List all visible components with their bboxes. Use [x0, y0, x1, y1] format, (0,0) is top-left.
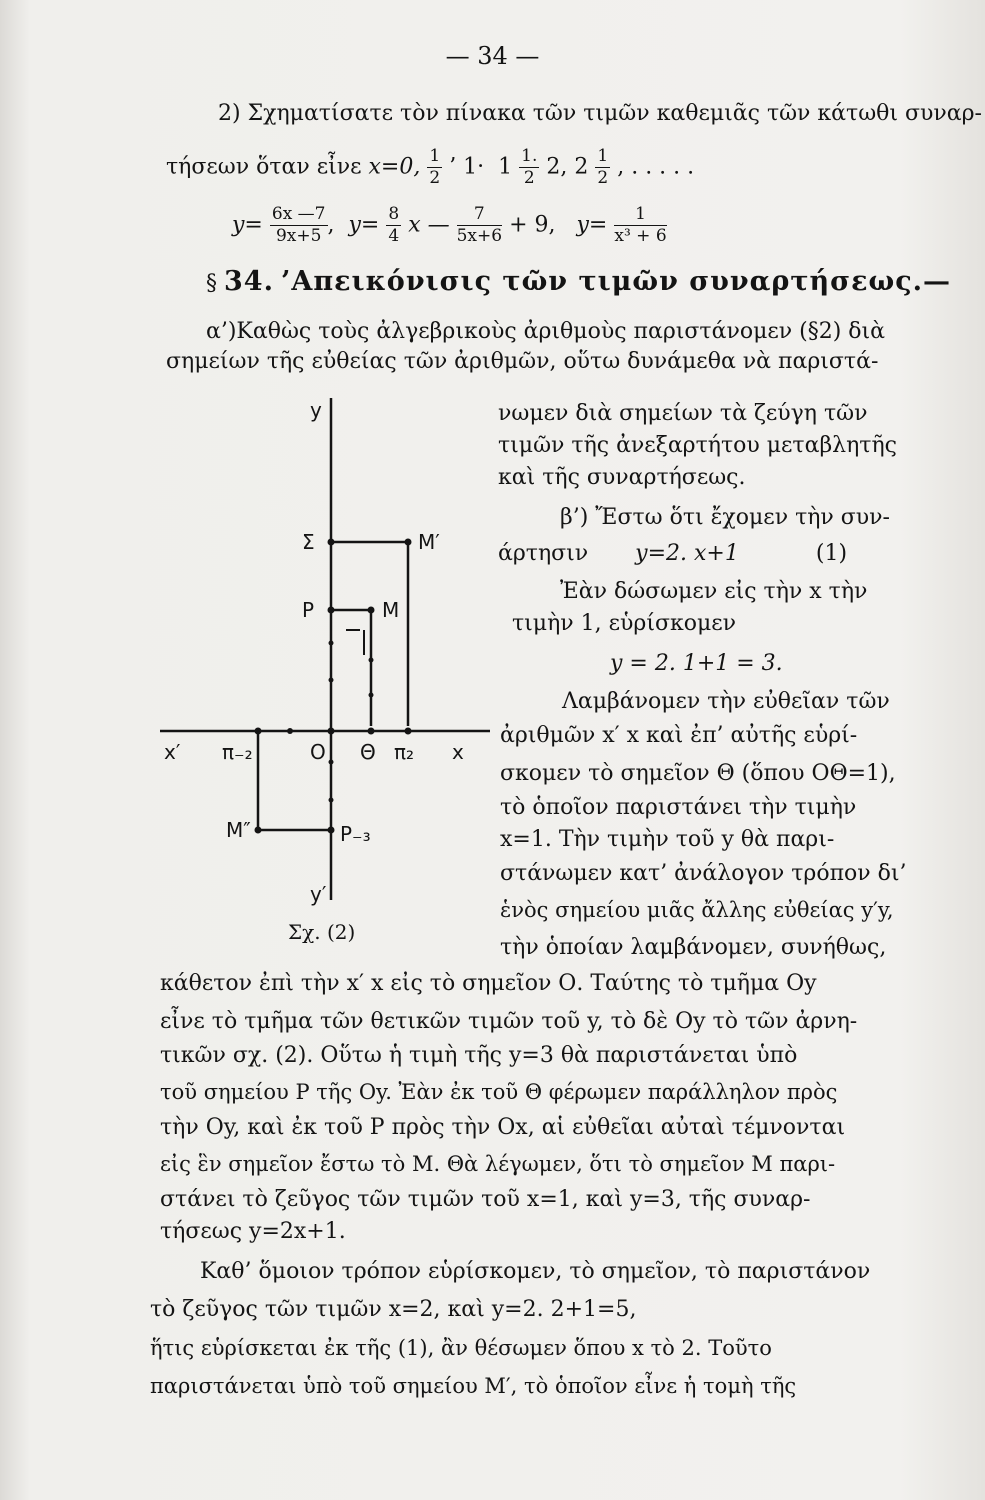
text-line-25: στάνει τὸ ζεῦγος τῶν τιμῶν τοῦ x=1, καὶ y=3, τῆς συναρ- — [160, 1187, 811, 1212]
section-title: ’Απεικόνισις τῶν τιμῶν συναρτήσεως.— — [280, 266, 952, 297]
label-m: M — [382, 598, 400, 622]
text-line-10: y = 2. 1+1 = 3. — [610, 651, 783, 676]
text-line-27: Καθ’ ὅμοιον τρόπον εὑρίσκομεν, τὸ σημεῖον, τὸ παριστάνον — [200, 1259, 871, 1284]
section-number: 34. — [224, 266, 274, 297]
text-line-21: τικῶν σχ. (2). Οὕτω ἡ τιμὴ τῆς y=3 θὰ παριστάνεται ὑπὸ — [160, 1043, 798, 1068]
tick-neg1 — [329, 760, 334, 765]
f3-y: y= — [576, 212, 608, 238]
text-line-12: ἀριθμῶν x′ x καὶ ἐπ’ αὐτῆς εὑρί- — [500, 723, 858, 748]
point-p-neg3 — [328, 827, 335, 834]
f3-fraction: $\frac{1}{\text{x³ + 6}}$ — [614, 204, 667, 246]
point-neg1 — [287, 728, 293, 734]
f2-fraction: $\frac{8}{4}$ — [388, 204, 400, 246]
text-line-30: παριστάνεται ὑπὸ τοῦ σημείου Μ′, τὸ ὁποῖον εἶνε ἡ τομὴ τῆς — [150, 1374, 797, 1398]
equation-1-number: (1) — [815, 541, 848, 566]
f2-mid: x — — [408, 212, 450, 238]
figure-2 — [150, 390, 495, 965]
f1-fraction: $\frac{6x —7}{9x+5}$ — [271, 204, 326, 246]
equation-1: y=2. x+1 — [635, 541, 739, 566]
path-m — [331, 610, 371, 726]
label-x: x — [452, 740, 464, 764]
text-line-13: σκομεν τὸ σημεῖον Θ (ὅπου ΟΘ=1), — [500, 761, 896, 786]
label-m-prime: M′ — [418, 530, 440, 554]
point-m — [368, 607, 375, 614]
text-line-7 — [498, 540, 847, 568]
section-heading — [206, 268, 951, 298]
fraction-half-3: $\frac{1}{2}$ — [597, 146, 609, 188]
text-line-7a: άρτησιν — [498, 541, 589, 566]
label-p: P — [302, 598, 315, 622]
text-line-3: νωμεν διὰ σημείων τὰ ζεύγη τῶν — [498, 401, 868, 426]
fraction-half: $\frac{1}{2}$ — [429, 146, 441, 188]
text-line-29: ἥτις εὑρίσκεται ἐκ τῆς (1), ἂν θέσωμεν ὅπου x τὸ 2. Τοῦτο — [150, 1336, 772, 1360]
tick-m-1 — [369, 658, 374, 663]
fraction-half-2: $\frac{1.}{2}$ — [521, 146, 538, 188]
point-theta — [368, 728, 375, 735]
f2-fraction-2: $\frac{7}{5x+6}$ — [456, 204, 503, 246]
point-m-prime — [405, 539, 412, 546]
text-line-26: τήσεως y=2x+1. — [160, 1219, 346, 1244]
coordinate-diagram — [150, 390, 495, 965]
text-line-9: τιμὴν 1, εὑρίσκομεν — [512, 611, 737, 636]
label-pi2: π₂ — [394, 740, 415, 764]
text-line-1: α’)Καθὼς τοὺς ἀλγεβρικοὺς ἀριθμοὺς παριστάνομεν (§2) διὰ — [206, 319, 886, 344]
text-line-15: x=1. Τὴν τιμὴν τοῦ y θὰ παρι- — [500, 827, 835, 852]
label-sigma: Σ — [302, 530, 315, 554]
exercise-line-2 — [166, 148, 694, 187]
tick-m-2 — [369, 693, 374, 698]
f1-y: y= — [232, 212, 263, 238]
section-mark: § — [206, 271, 217, 296]
label-origin: O — [310, 740, 326, 764]
tick-1 — [329, 678, 334, 683]
f2-y: y= — [348, 212, 380, 238]
text-line-18: τὴν ὁποίαν λαμβάνομεν, συνήθως, — [500, 935, 887, 960]
point-pi-neg2 — [255, 728, 262, 735]
label-pi-neg2: π₋₂ — [222, 740, 253, 764]
exercise-line-2-text: τήσεων ὅταν εἶνε — [166, 154, 362, 180]
x-equals: x=0, — [368, 154, 421, 180]
f2-end: + 9, — [509, 212, 556, 238]
tick-2 — [329, 641, 334, 646]
label-m-double: M″ — [226, 818, 251, 842]
exercise-line-1: 2) Σχηματίσατε τὸν πίνακα τῶν τιμῶν καθεμιᾶς τῶν κάτωθι συναρ- — [218, 101, 982, 126]
text-line-17: ἑνὸς σημείου μιᾶς ἄλλης εὐθείας y′y, — [500, 898, 894, 922]
text-line-11: Λαμβάνομεν τὴν εὐθεῖαν τῶν — [562, 689, 890, 714]
text-line-19: κάθετον ἐπὶ τὴν x′ x εἰς τὸ σημεῖον Ο. Ταύτης τὸ τμῆμα Oy — [160, 971, 817, 996]
f1-sep: , — [327, 212, 335, 238]
figure-caption: Σχ. (2) — [288, 920, 356, 944]
text-line-23: τὴν Oy, καὶ ἐκ τοῦ Ρ πρὸς τὴν Ox, αἱ εὐθεῖαι αὐταὶ τέμνονται — [160, 1115, 846, 1140]
page-number: — 34 — — [445, 42, 540, 70]
point-pi2 — [405, 728, 412, 735]
text-line-5: καὶ τῆς συναρτήσεως. — [498, 465, 746, 490]
label-y-top: y — [310, 398, 322, 422]
x-sep: ’ 1· — [449, 154, 485, 180]
text-line-20: εἶνε τὸ τμῆμα τῶν θετικῶν τιμῶν τοῦ y, τὸ δὲ Oy τὸ τῶν ἀρνη- — [160, 1009, 858, 1034]
text-line-6: β’) Ἔστω ὅτι ἔχομεν τὴν συν- — [560, 505, 890, 530]
x-one: 1 — [498, 154, 513, 180]
label-x-prime: x′ — [164, 740, 181, 764]
point-sigma — [328, 539, 335, 546]
text-line-22: τοῦ σημείου Ρ τῆς Oy. Ἐὰν ἐκ τοῦ Θ φέρωμεν παράλληλον πρὸς — [160, 1080, 838, 1104]
text-line-14: τὸ ὁποῖον παριστάνει τὴν τιμὴν — [500, 795, 857, 820]
text-line-4: τιμῶν τῆς ἀνεξαρτήτου μεταβλητῆς — [498, 433, 897, 458]
text-line-8: Ἐὰν δώσωμεν εἰς τὴν x τὴν — [560, 579, 868, 604]
point-m-double — [255, 827, 262, 834]
tick-neg2 — [329, 798, 334, 803]
path-m-prime — [331, 542, 408, 726]
label-y-bottom: y′ — [310, 882, 327, 906]
label-p-neg3: P₋₃ — [340, 822, 371, 846]
text-line-24: εἰς ἓν σημεῖον ἔστω τὸ Μ. Θὰ λέγωμεν, ὅτι τὸ σημεῖον Μ παρι- — [160, 1152, 836, 1176]
point-p — [328, 607, 335, 614]
text-line-16: στάνωμεν κατ’ ἀνάλογον τρόπον δι’ — [500, 861, 907, 886]
function-list — [232, 206, 667, 245]
x-dots: , . . . . . — [617, 154, 695, 180]
x-two: 2, 2 — [546, 154, 589, 180]
label-theta: Θ — [360, 740, 376, 764]
text-line-2: σημείων τῆς εὐθείας τῶν ἀριθμῶν, οὕτω δυνάμεθα νὰ παριστά- — [166, 349, 879, 374]
text-line-28: τὸ ζεῦγος τῶν τιμῶν x=2, καὶ y=2. 2+1=5, — [150, 1297, 637, 1322]
point-origin — [328, 728, 335, 735]
